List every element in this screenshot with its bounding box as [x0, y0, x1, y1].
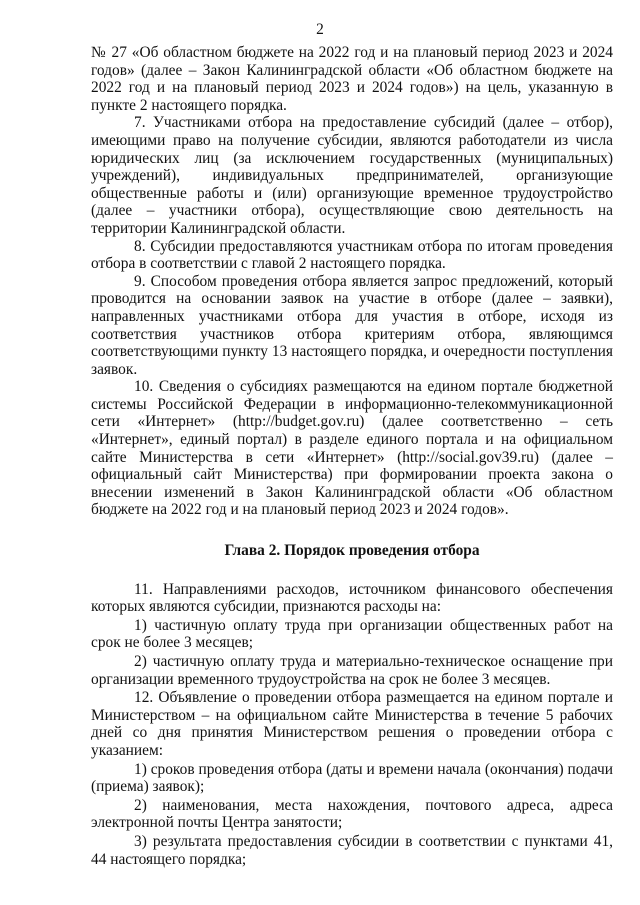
paragraph-12-item-3: 3) результата предоставления субсидии в соответствии с пунктами 41, 44 настоящего порядка;	[91, 832, 613, 868]
paragraph-12-item-1: 1) сроков проведения отбора (даты и времени начала (окончания) подачи (приема) заявок);	[91, 760, 613, 796]
paragraph-9: 9. Способом проведения отбора является запрос предложений, который проводится на основании заявок на участие в отборе (далее – заявки), направленных участниками отбора для участия в отборе, исходя из соответствия участников отбора критериям отбора, являющимся соответствующими пункту 13 настоящего порядка, и очередности поступления заявок.	[91, 272, 613, 378]
paragraph-11: 11. Направлениями расходов, источником финансового обеспечения которых являются субсидии, признаются расходы на:	[91, 580, 613, 616]
paragraph-law-continuation: № 27 «Об областном бюджете на 2022 год и на плановый период 2023 и 2024 годов» (далее – Закон Калининградской области «Об областном бюджете на 2022 год и на плановый период 2023 и 2024 годов») на цель, указанную в пункте 2 настоящего порядка.	[91, 44, 613, 114]
paragraph-12: 12. Объявление о проведении отбора размещается на едином портале и Министерством – на официальном сайте Министерства в течение 5 рабочих дней со дня принятия Министерством решения о проведении отбора с указанием:	[91, 689, 613, 759]
page-number: 2	[316, 21, 324, 38]
chapter-heading: Глава 2. Порядок проведения отбора	[224, 542, 480, 560]
paragraph-8: 8. Субсидии предоставляются участникам отбора по итогам проведения отбора в соответствии с главой 2 настоящего порядка.	[91, 237, 613, 273]
paragraph-7: 7. Участниками отбора на предоставление субсидий (далее – отбор), имеющими право на получение субсидии, являются работодатели из числа юридических лиц (за исключением государственных (муниципальных) учреждений), индивидуальных предпринимателей, организующие общественные работы и (или) организующие временное трудоустройство (далее – участники отбора), осуществляющие свою деятельность на территории Калининградской области.	[91, 114, 613, 237]
paragraph-11-item-1: 1) частичную оплату труда при организации общественных работ на срок не более 3 месяцев;	[91, 616, 613, 652]
document-body	[91, 44, 613, 868]
paragraph-10: 10. Сведения о субсидиях размещаются на едином портале бюджетной системы Российской Федерации в информационно-телекоммуникационной сети «Интернет» (http://budget.gov.ru) (далее соответственно – сеть «Интернет», единый портал) в разделе единого портала и на официальном сайте Министерства в сети «Интернет» (http://social.gov39.ru) (далее – официальный сайт Министерства) при формировании проекта закона о внесении изменений в Закон Калининградской области «Об областном бюджете на 2022 год и на плановый период 2023 и 2024 годов».	[91, 378, 613, 519]
paragraph-11-item-2: 2) частичную оплату труда и материально-техническое оснащение при организации временного трудоустройства на срок не более 3 месяцев.	[91, 653, 613, 688]
paragraph-12-item-2: 2) наименования, места нахождения, почтового адреса, адреса электронной почты Центра занятости;	[91, 796, 613, 832]
